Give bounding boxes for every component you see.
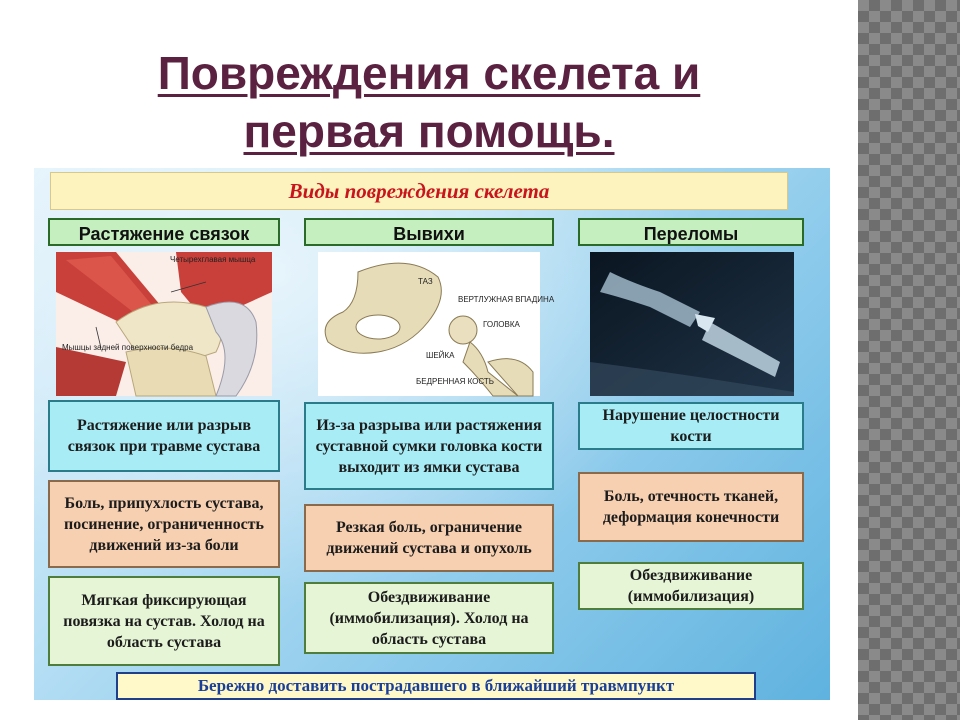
- hip-label-acetabulum: ВЕРТЛУЖНАЯ ВПАДИНА: [458, 295, 555, 304]
- title-line-2: первая помощь.: [243, 105, 615, 157]
- column-header-fracture: Переломы: [578, 218, 804, 246]
- hip-illustration-svg: [318, 252, 555, 396]
- skeleton-injuries-infographic: [34, 168, 830, 700]
- infographic-footer-note: Бережно доставить пострадавшего в ближайший травмпункт: [116, 672, 756, 700]
- page-title: [0, 44, 858, 160]
- hip-dislocation-illustration: [318, 252, 555, 396]
- xray-svg: [590, 252, 794, 396]
- decorative-side-pattern: [858, 0, 960, 720]
- fracture-xray-image: [590, 252, 794, 396]
- column-header-sprain: Растяжение связок: [48, 218, 280, 246]
- dislocation-definition: Из-за разрыва или растяжения суставной сумки головка кости выходит из ямки сустава: [304, 402, 554, 490]
- hip-label-femur: БЕДРЕННАЯ КОСТЬ: [416, 377, 495, 386]
- hip-label-pelvis: ТАЗ: [418, 277, 433, 286]
- knee-ligament-illustration: [56, 252, 272, 396]
- sprain-definition: Растяжение или разрыв связок при травме сустава: [48, 400, 280, 472]
- fracture-definition: Нарушение целостности кости: [578, 402, 804, 450]
- infographic-header: Виды повреждения скелета: [50, 172, 788, 210]
- knee-label-hamstrings: Мышцы задней поверхности бедра: [62, 343, 194, 352]
- hip-label-head: ГОЛОВКА: [483, 320, 520, 329]
- dislocation-first-aid: Обездвиживание (иммобилизация). Холод на область сустава: [304, 582, 554, 654]
- sprain-first-aid: Мягкая фиксирующая повязка на сустав. Холод на область сустава: [48, 576, 280, 666]
- knee-label-quadriceps: Четырехглавая мышца: [170, 255, 256, 264]
- fracture-first-aid: Обездвиживание (иммобилизация): [578, 562, 804, 610]
- title-line-1: Повреждения скелета и: [157, 47, 701, 99]
- sprain-symptoms: Боль, припухлость сустава, посинение, ограниченность движений из-за боли: [48, 480, 280, 568]
- fracture-symptoms: Боль, отечность тканей, деформация конечности: [578, 472, 804, 542]
- hip-label-neck: ШЕЙКА: [426, 351, 455, 360]
- column-header-dislocation: Вывихи: [304, 218, 554, 246]
- knee-illustration-svg: [56, 252, 272, 396]
- dislocation-symptoms: Резкая боль, ограничение движений сустава и опухоль: [304, 504, 554, 572]
